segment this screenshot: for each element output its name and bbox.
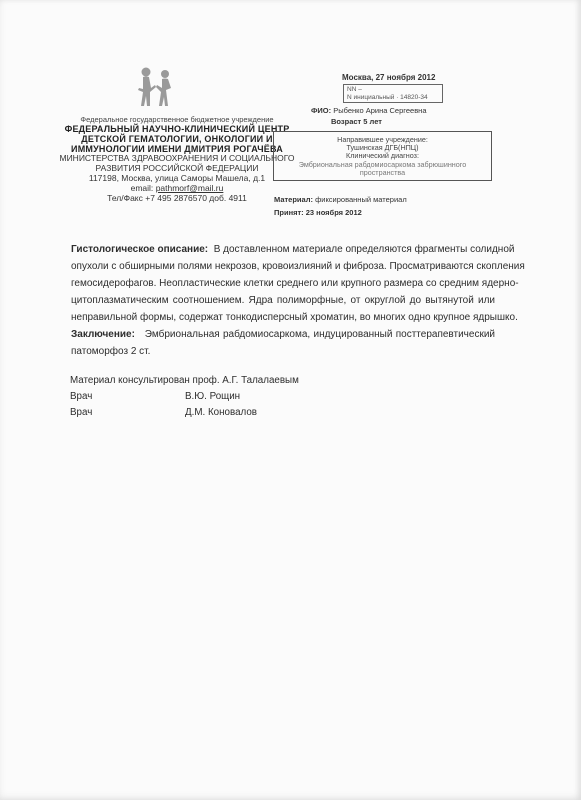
patient-name-value: Рыбенко Арина Сергеевна [333,106,427,115]
histology-label: Гистологическое описание: [71,244,209,255]
institution-block [52,115,302,203]
conclusion-text-1: Эмбриональная рабдомиосаркома, индуцированный посттерапевтический [144,329,495,340]
referral-value: Тушинская ДГБ(НПЦ) [346,143,419,153]
diagnosis-label: Клинический диагноз: [346,151,419,161]
institution-name-line-1: ФЕДЕРАЛЬНЫЙ НАУЧНО-КЛИНИЧЕСКИЙ ЦЕНТР [64,124,290,134]
institution-name-line-3: ИММУНОЛОГИИ ИМЕНИ ДМИТРИЯ РОГАЧЁВА [71,144,283,154]
institution-name-line-2: ДЕТСКОЙ ГЕМАТОЛОГИИ, ОНКОЛОГИИ И [81,134,273,144]
case-number-box [343,84,443,103]
conclusion-label: Заключение: [71,329,135,340]
histology-text-1: В доставленном материале определяются фрагменты солидной [213,244,515,255]
email-line [52,183,302,193]
report-date: Москва, 27 ноября 2012 [342,73,436,82]
material-label: Материал: [274,195,313,204]
material-value: фиксированный материал [315,195,407,204]
histology-section [71,241,525,360]
patient-name-label: ФИО: [311,106,332,115]
referral-label: Направившее учреждение: [337,135,428,144]
doctor-1-role: Врач [70,391,93,402]
conclusion-line-1 [71,326,495,343]
histology-line-1 [71,241,515,258]
address: 117198, Москва, улица Саморы Машела, д.1 [88,173,266,183]
email-link[interactable]: pathmorf@mail.ru [155,183,224,193]
consulted-line: Материал консультирован проф. А.Г. Талалаевым [70,375,299,386]
diagnosis-value-1: Эмбриональная рабдомиосаркома забрюшинного [298,159,467,169]
case-number-line-1: NN – [347,86,362,93]
phone: Тел/Факс +7 495 2876570 доб. 4911 [107,193,247,203]
histology-line-5: неправильной формы, содержат тонкодисперсный хроматин, во многих одно крупное ядрышко. [71,312,518,323]
patient-name [311,106,427,115]
histology-line-3: гемосидерофагов. Неопластические клетки среднего или крупного размера со средним ядерно- [71,278,519,289]
doctor-2-name: Д.М. Коновалов [185,407,257,418]
patient-age: Возраст 5 лет [331,117,382,126]
ministry-line-1: МИНИСТЕРСТВА ЗДРАВООХРАНЕНИЯ И СОЦИАЛЬНОГО [59,153,295,163]
email-label: email: [130,183,154,193]
institution-type: Федеральное государственное бюджетное учреждение [80,115,274,124]
case-number-line-2: N инициальный · 14820-34 [347,94,428,101]
histology-line-2: опухоли с обширными полями некрозов, кровоизлияний и фиброза. Просматриваются скопления [71,261,525,272]
referral-box [273,131,492,181]
institution-logo [132,66,178,108]
ministry-line-2: РАЗВИТИЯ РОССИЙСКОЙ ФЕДЕРАЦИИ [95,162,259,173]
received-date: Принят: 23 ноября 2012 [274,208,362,217]
conclusion-line-2: патоморфоз 2 ст. [71,346,151,357]
doctor-1-name: В.Ю. Рощин [185,391,241,402]
doctor-2-role: Врач [70,407,93,418]
material [274,195,407,204]
histology-line-4: цитоплазматическим соотношением. Ядра полиморфные, от округлой до вытянутой или [71,295,495,306]
diagnosis-value-2: пространства [359,167,406,177]
